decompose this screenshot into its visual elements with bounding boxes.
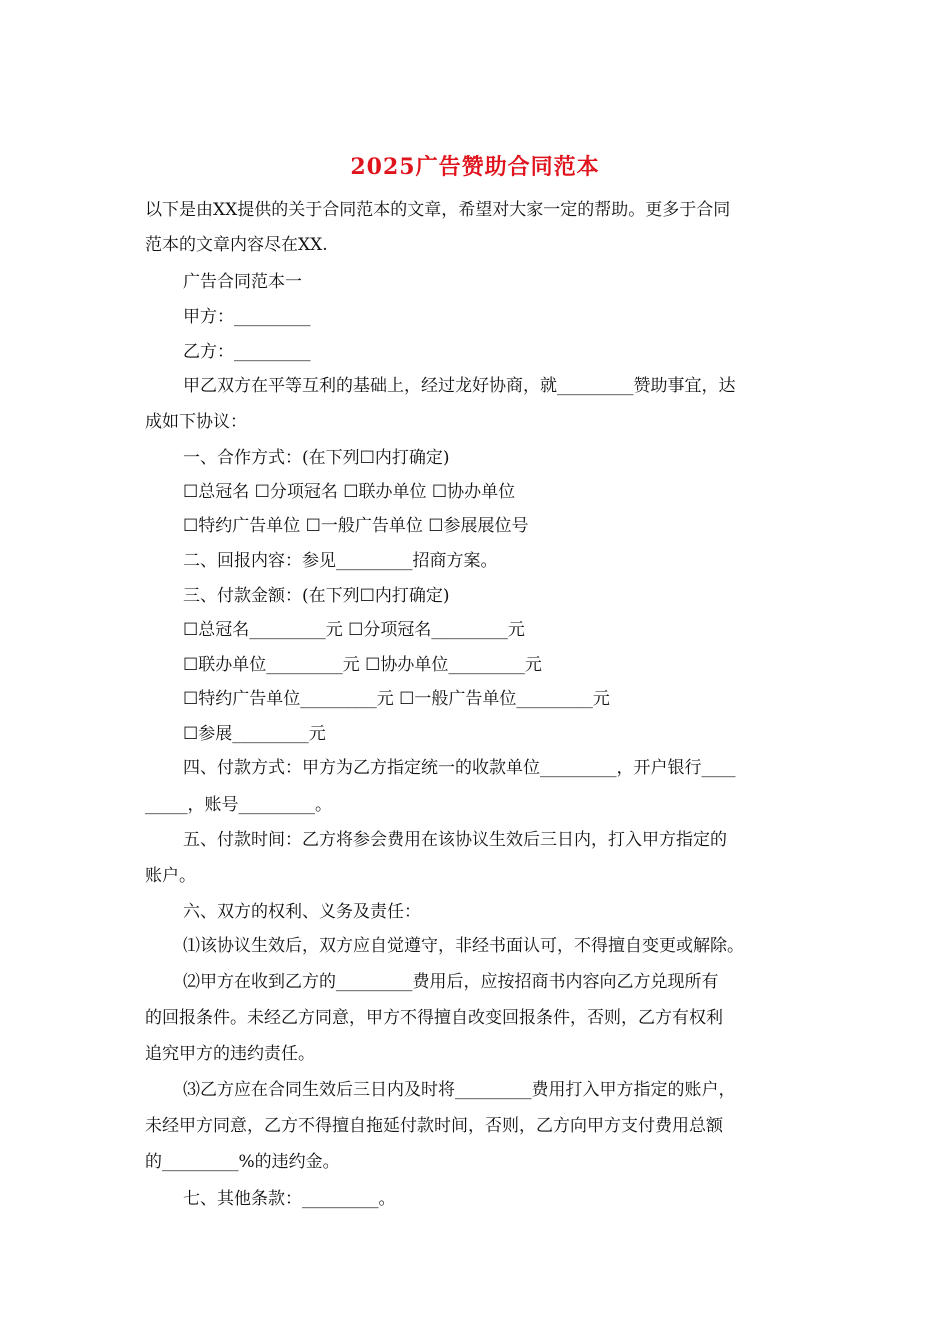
section-7-line: 七、其他条款：_________。 [183,1189,396,1209]
section-6-item-3-line-3: 的_________%的违约金。 [145,1152,340,1172]
section-6-item-2-line-2: 的回报条件。未经乙方同意，甲方不得擅自改变回报条件，否则，乙方有权利 [145,1008,723,1028]
preamble-line-2: 成如下协议： [145,412,247,432]
preamble-line-1: 甲乙双方在平等互利的基础上，经过龙好协商，就_________赞助事宜，达 [183,376,736,396]
intro-line-2: 范本的文章内容尽在XX. [145,235,328,255]
section-1-options-1: ☐总冠名 ☐分项冠名 ☐联办单位 ☐协办单位 [183,482,516,502]
section-3-amounts-2: ☐联办单位_________元 ☐协办单位_________元 [183,655,542,675]
section-6-item-2-line-3: 追究甲方的违约责任。 [145,1044,315,1064]
section-4-line-2: _____，账号_________。 [145,795,332,815]
section-5-line-1: 五、付款时间：乙方将参会费用在该协议生效后三日内，打入甲方指定的 [183,830,727,850]
section-3-amounts-4: ☐参展_________元 [183,724,326,744]
contract-heading: 广告合同范本一 [183,272,302,292]
section-5-line-2: 账户。 [145,866,196,886]
section-1-heading: 一、合作方式：(在下列☐内打确定) [183,448,450,468]
section-4-line-1: 四、付款方式：甲方为乙方指定统一的收款单位_________，开户银行____ [183,758,736,778]
section-2-line: 二、回报内容：参见_________招商方案。 [183,551,498,571]
document-title: 2025广告赞助合同范本 [350,154,600,180]
party-b-line: 乙方：_________ [183,342,311,362]
section-6-heading: 六、双方的权利、义务及责任： [183,902,421,922]
party-a-line: 甲方：_________ [183,307,311,327]
section-3-heading: 三、付款金额：(在下列☐内打确定) [183,586,450,606]
section-6-item-3-line-1: ⑶乙方应在合同生效后三日内及时将_________费用打入甲方指定的账户， [183,1080,736,1100]
section-1-options-2: ☐特约广告单位 ☐一般广告单位 ☐参展展位号 [183,516,529,536]
section-6-item-3-line-2: 未经甲方同意，乙方不得擅自拖延付款时间，否则，乙方向甲方支付费用总额 [145,1116,723,1136]
section-6-item-2-line-1: ⑵甲方在收到乙方的_________费用后，应按招商书内容向乙方兑现所有 [183,972,719,992]
intro-line-1: 以下是由XX提供的关于合同范本的文章，希望对大家一定的帮助。更多于合同 [145,200,731,220]
section-6-item-1: ⑴该协议生效后，双方应自觉遵守，非经书面认可，不得擅自变更或解除。 [183,936,744,956]
section-3-amounts-1: ☐总冠名_________元 ☐分项冠名_________元 [183,620,525,640]
section-3-amounts-3: ☐特约广告单位_________元 ☐一般广告单位_________元 [183,689,610,709]
